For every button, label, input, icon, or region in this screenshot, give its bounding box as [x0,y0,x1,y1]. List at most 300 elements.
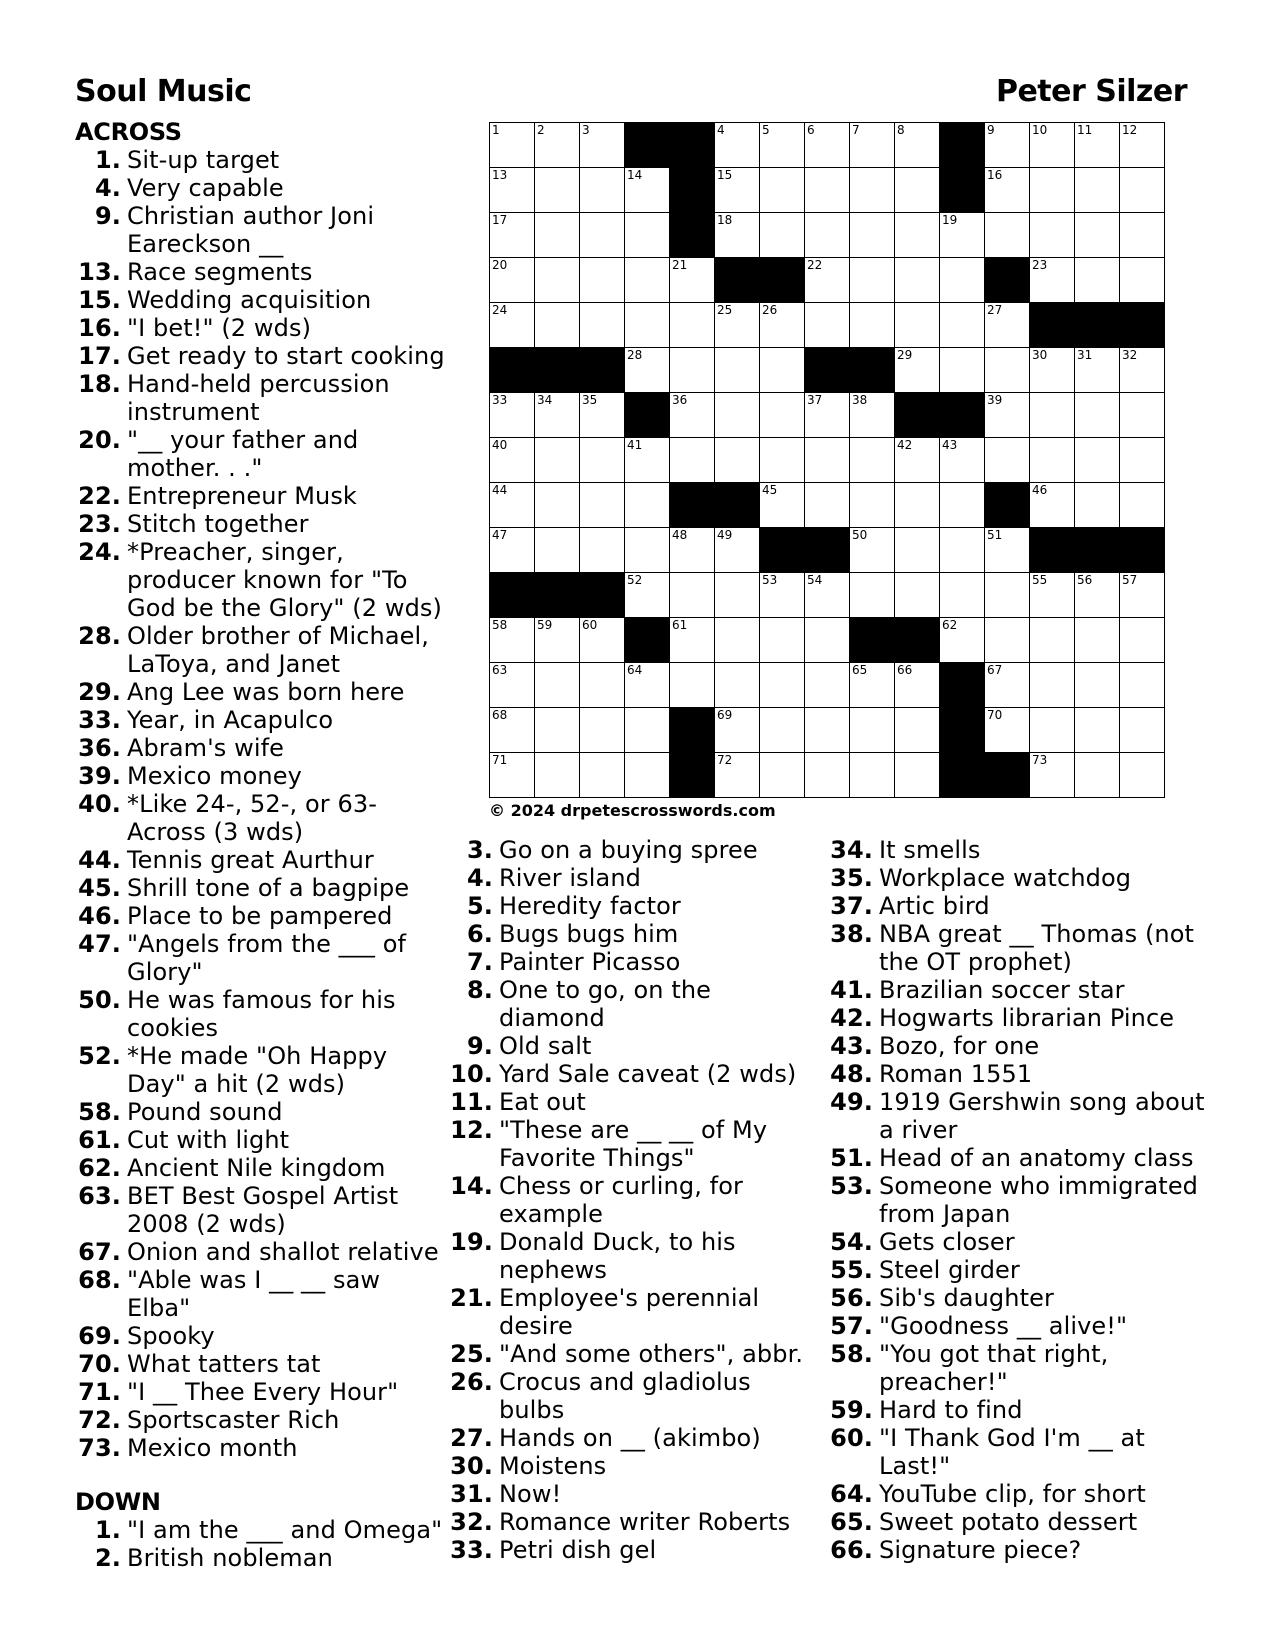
cell-number: 12 [1122,123,1138,137]
down-clue-53 [827,1172,1207,1228]
grid-cell[interactable] [759,167,804,212]
clue-number: 24. [78,538,121,566]
grid-cell[interactable] [579,482,624,527]
clue-number: 50. [78,986,121,1014]
black-square [804,347,849,392]
grid-cell[interactable] [984,392,1029,437]
grid-cell[interactable] [579,257,624,302]
clue-number: 17. [78,342,121,370]
clue-number: 37. [830,892,873,920]
grid-cell[interactable] [714,752,759,797]
grid-cell[interactable] [984,122,1029,167]
grid-cell[interactable] [534,257,579,302]
clue-number: 39. [78,762,121,790]
grid-cell[interactable] [489,482,534,527]
grid-cell[interactable] [579,167,624,212]
grid-cell[interactable] [714,392,759,437]
grid-cell[interactable] [714,572,759,617]
grid-cell[interactable] [804,167,849,212]
grid-cell[interactable] [1074,437,1119,482]
grid-cell[interactable] [1119,662,1164,707]
grid-cell[interactable] [624,527,669,572]
cell-number: 7 [852,123,860,137]
grid-cell[interactable] [714,527,759,572]
clue-text: It smells [879,836,981,864]
across-clue-39 [75,762,445,790]
grid-cell[interactable] [849,167,894,212]
cell-number: 60 [582,618,598,632]
grid-cell[interactable] [759,752,804,797]
clue-text: Now! [499,1480,562,1508]
grid-cell[interactable] [669,392,714,437]
grid-cell[interactable] [1074,572,1119,617]
clue-number: 42. [830,1004,873,1032]
grid-cell[interactable] [1119,572,1164,617]
clue-text: River island [499,864,642,892]
clue-text: Yard Sale caveat (2 wds) [499,1060,797,1088]
clue-number: 69. [78,1322,121,1350]
clue-text: Moistens [499,1452,607,1480]
grid-cell[interactable] [759,437,804,482]
grid-cell[interactable] [984,437,1029,482]
grid-cell[interactable] [849,662,894,707]
grid-cell[interactable] [849,707,894,752]
grid-cell[interactable] [624,482,669,527]
across-clue-18 [75,370,445,426]
clue-number: 9. [466,1032,493,1060]
down-heading: DOWN [75,1488,161,1516]
grid-cell[interactable] [534,527,579,572]
across-clue-72 [75,1406,445,1434]
grid-cell[interactable] [804,482,849,527]
grid-cell[interactable] [534,752,579,797]
grid-cell[interactable] [1029,572,1074,617]
grid-cell[interactable] [1029,752,1074,797]
across-clue-4 [75,174,445,202]
grid-cell[interactable] [624,662,669,707]
black-square [939,122,984,167]
grid-cell[interactable] [489,167,534,212]
grid-cell[interactable] [939,617,984,662]
grid-cell[interactable] [1119,707,1164,752]
clue-number: 72. [78,1406,121,1434]
black-square [714,482,759,527]
grid-cell[interactable] [714,707,759,752]
across-clue-40 [75,790,445,846]
grid-cell[interactable] [714,302,759,347]
grid-cell[interactable] [759,572,804,617]
grid-cell[interactable] [624,572,669,617]
cell-number: 8 [897,123,905,137]
cell-number: 39 [987,393,1003,407]
cell-number: 11 [1077,123,1093,137]
clue-text: "__ your father and mother. . ." [127,426,359,482]
grid-cell[interactable] [669,662,714,707]
down-clue-4 [447,864,815,892]
grid-cell[interactable] [894,482,939,527]
grid-cell[interactable] [804,707,849,752]
grid-cell[interactable] [1029,347,1074,392]
grid-cell[interactable] [894,752,939,797]
grid-cell[interactable] [1029,482,1074,527]
grid-cell[interactable] [849,482,894,527]
clue-number: 29. [78,678,121,706]
clue-number: 14. [450,1172,493,1200]
down-clue-48 [827,1060,1207,1088]
grid-cell[interactable] [939,257,984,302]
down-clue-1 [75,1516,445,1544]
cell-number: 22 [807,258,823,272]
grid-cell[interactable] [1119,347,1164,392]
grid-cell[interactable] [984,662,1029,707]
clue-text: Sweet potato dessert [879,1508,1138,1536]
grid-cell[interactable] [759,122,804,167]
black-square [804,527,849,572]
clue-number: 63. [78,1182,121,1210]
clue-number: 65. [830,1508,873,1536]
grid-cell[interactable] [804,662,849,707]
grid-cell[interactable] [489,392,534,437]
grid-cell[interactable] [579,707,624,752]
grid-cell[interactable] [579,617,624,662]
grid-cell[interactable] [534,212,579,257]
grid-cell[interactable] [1119,752,1164,797]
grid-cell[interactable] [1074,167,1119,212]
clue-number: 4. [94,174,121,202]
grid-cell[interactable] [669,527,714,572]
grid-cell[interactable] [1119,212,1164,257]
grid-cell[interactable] [714,122,759,167]
grid-cell[interactable] [804,572,849,617]
clue-number: 46. [78,902,121,930]
grid-cell[interactable] [849,437,894,482]
grid-cell[interactable] [894,662,939,707]
clue-number: 47. [78,930,121,958]
grid-cell[interactable] [1029,437,1074,482]
clue-text: Entrepreneur Musk [127,482,357,510]
clue-number: 56. [830,1284,873,1312]
grid-cell[interactable] [849,302,894,347]
grid-cell[interactable] [534,392,579,437]
black-square [894,617,939,662]
grid-cell[interactable] [579,212,624,257]
grid-cell[interactable] [489,437,534,482]
grid-cell[interactable] [804,617,849,662]
grid-cell[interactable] [579,122,624,167]
grid-cell[interactable] [894,122,939,167]
cell-number: 17 [492,213,508,227]
across-clue-63 [75,1182,445,1238]
clue-number: 11. [450,1088,493,1116]
cell-number: 15 [717,168,733,182]
grid-cell[interactable] [624,437,669,482]
grid-cell[interactable] [939,437,984,482]
clue-number: 8. [466,976,493,1004]
grid-cell[interactable] [849,392,894,437]
grid-cell[interactable] [579,302,624,347]
grid-cell[interactable] [534,302,579,347]
grid-cell[interactable] [579,752,624,797]
grid-cell[interactable] [579,437,624,482]
grid-cell[interactable] [1029,707,1074,752]
grid-cell[interactable] [759,482,804,527]
grid-cell[interactable] [1029,617,1074,662]
grid-cell[interactable] [1029,167,1074,212]
grid-cell[interactable] [624,257,669,302]
grid-cell[interactable] [669,617,714,662]
grid-cell[interactable] [804,257,849,302]
black-square [849,617,894,662]
grid-cell[interactable] [1029,122,1074,167]
grid-cell[interactable] [894,527,939,572]
cell-number: 14 [627,168,643,182]
black-square [1119,302,1164,347]
grid-cell[interactable] [804,392,849,437]
grid-cell[interactable] [984,212,1029,257]
down-clue-12 [447,1116,815,1172]
grid-cell[interactable] [984,617,1029,662]
grid-cell[interactable] [489,752,534,797]
cell-number: 59 [537,618,553,632]
clue-text: Donald Duck, to his nephews [499,1228,736,1284]
clue-number: 23. [78,510,121,538]
grid-cell[interactable] [669,437,714,482]
grid-cell[interactable] [534,482,579,527]
grid-cell[interactable] [669,347,714,392]
grid-cell[interactable] [1074,617,1119,662]
black-square [984,752,1029,797]
down-clue-54 [827,1228,1207,1256]
cell-number: 53 [762,573,778,587]
grid-cell[interactable] [1119,392,1164,437]
across-clue-45 [75,874,445,902]
grid-cell[interactable] [1119,167,1164,212]
grid-cell[interactable] [489,617,534,662]
clue-number: 34. [830,836,873,864]
grid-cell[interactable] [1074,707,1119,752]
grid-cell[interactable] [804,437,849,482]
grid-cell[interactable] [939,302,984,347]
clue-text: "Goodness __ alive!" [879,1312,1128,1340]
grid-cell[interactable] [894,167,939,212]
clue-number: 57. [830,1312,873,1340]
black-square [939,167,984,212]
grid-cell[interactable] [894,437,939,482]
clue-text: Cut with light [127,1126,290,1154]
grid-cell[interactable] [1119,257,1164,302]
grid-cell[interactable] [1029,212,1074,257]
grid-cell[interactable] [534,617,579,662]
grid-cell[interactable] [1074,212,1119,257]
down-clue-list-part1 [75,1516,445,1572]
cell-number: 58 [492,618,508,632]
cell-number: 25 [717,303,733,317]
grid-cell[interactable] [489,212,534,257]
grid-cell[interactable] [669,302,714,347]
grid-cell[interactable] [1119,437,1164,482]
cell-number: 47 [492,528,508,542]
grid-cell[interactable] [624,347,669,392]
grid-cell[interactable] [849,752,894,797]
grid-cell[interactable] [894,257,939,302]
down-clue-37 [827,892,1207,920]
grid-cell[interactable] [534,707,579,752]
down-clue-9 [447,1032,815,1060]
clue-text: Wedding acquisition [127,286,372,314]
grid-cell[interactable] [1074,752,1119,797]
grid-cell[interactable] [714,347,759,392]
grid-cell[interactable] [1119,122,1164,167]
grid-cell[interactable] [624,167,669,212]
grid-cell[interactable] [1029,392,1074,437]
grid-cell[interactable] [939,527,984,572]
clue-number: 51. [830,1144,873,1172]
down-clue-19 [447,1228,815,1284]
clue-text: "These are __ __ of My Favorite Things" [499,1116,768,1172]
clue-text: "I __ Thee Every Hour" [127,1378,399,1406]
down-clue-11 [447,1088,815,1116]
clue-text: BET Best Gospel Artist 2008 (2 wds) [127,1182,399,1238]
grid-cell[interactable] [759,347,804,392]
grid-cell[interactable] [714,617,759,662]
down-clue-7 [447,948,815,976]
grid-cell[interactable] [534,167,579,212]
clue-text: Hogwarts librarian Pince [879,1004,1175,1032]
grid-cell[interactable] [759,212,804,257]
across-clue-68 [75,1266,445,1322]
black-square [669,707,714,752]
grid-cell[interactable] [624,707,669,752]
grid-cell[interactable] [804,752,849,797]
grid-cell[interactable] [714,662,759,707]
grid-cell[interactable] [849,212,894,257]
grid-cell[interactable] [624,302,669,347]
grid-cell[interactable] [804,302,849,347]
grid-cell[interactable] [894,707,939,752]
clue-number: 3. [466,836,493,864]
grid-cell[interactable] [579,527,624,572]
grid-cell[interactable] [489,662,534,707]
clue-number: 66. [830,1536,873,1564]
grid-cell[interactable] [624,212,669,257]
grid-cell[interactable] [1029,662,1074,707]
grid-cell[interactable] [984,302,1029,347]
grid-cell[interactable] [714,167,759,212]
grid-cell[interactable] [1029,257,1074,302]
cell-number: 57 [1122,573,1138,587]
grid-cell[interactable] [489,257,534,302]
grid-cell[interactable] [894,572,939,617]
grid-cell[interactable] [849,257,894,302]
copyright-notice: © 2024 drpetescrosswords.com [489,801,776,820]
cell-number: 69 [717,708,733,722]
clue-number: 71. [78,1378,121,1406]
grid-cell[interactable] [1119,617,1164,662]
clue-text: Bozo, for one [879,1032,1040,1060]
grid-cell[interactable] [669,257,714,302]
grid-cell[interactable] [714,437,759,482]
grid-cell[interactable] [489,302,534,347]
clue-text: Christian author Joni Eareckson __ [127,202,375,258]
grid-cell[interactable] [1074,257,1119,302]
down-clue-31 [447,1480,815,1508]
grid-cell[interactable] [624,752,669,797]
grid-cell[interactable] [1074,122,1119,167]
cell-number: 67 [987,663,1003,677]
grid-cell[interactable] [1074,662,1119,707]
clue-number: 15. [78,286,121,314]
grid-cell[interactable] [759,662,804,707]
cell-number: 1 [492,123,500,137]
grid-cell[interactable] [984,707,1029,752]
down-clue-list-part3 [827,836,1207,1564]
grid-cell[interactable] [939,482,984,527]
grid-cell[interactable] [939,347,984,392]
grid-cell[interactable] [894,347,939,392]
clue-text: "You got that right, preacher!" [879,1340,1109,1396]
grid-cell[interactable] [1074,347,1119,392]
grid-cell[interactable] [759,707,804,752]
grid-cell[interactable] [759,302,804,347]
grid-cell[interactable] [489,122,534,167]
clue-number: 1. [94,1516,121,1544]
grid-cell[interactable] [849,122,894,167]
grid-cell[interactable] [939,212,984,257]
cell-number: 30 [1032,348,1048,362]
cell-number: 3 [582,123,590,137]
black-square [984,482,1029,527]
grid-cell[interactable] [579,662,624,707]
grid-cell[interactable] [984,347,1029,392]
cell-number: 13 [492,168,508,182]
down-clue-25 [447,1340,815,1368]
grid-cell[interactable] [804,122,849,167]
grid-cell[interactable] [984,167,1029,212]
grid-cell[interactable] [939,572,984,617]
down-clue-65 [827,1508,1207,1536]
grid-cell[interactable] [534,662,579,707]
grid-cell[interactable] [579,392,624,437]
grid-cell[interactable] [894,302,939,347]
grid-cell[interactable] [669,572,714,617]
grid-cell[interactable] [849,572,894,617]
grid-cell[interactable] [759,392,804,437]
grid-cell[interactable] [1119,482,1164,527]
grid-cell[interactable] [1074,392,1119,437]
grid-cell[interactable] [894,212,939,257]
grid-cell[interactable] [534,437,579,482]
grid-cell[interactable] [849,527,894,572]
down-clue-43 [827,1032,1207,1060]
down-clue-66 [827,1536,1207,1564]
clue-text: *Like 24-, 52-, or 63-Across (3 wds) [127,790,377,846]
grid-cell[interactable] [984,527,1029,572]
grid-cell[interactable] [759,617,804,662]
puzzle-title: Soul Music [75,74,252,109]
grid-cell[interactable] [804,212,849,257]
clue-number: 54. [830,1228,873,1256]
grid-cell[interactable] [1074,482,1119,527]
cell-number: 29 [897,348,913,362]
grid-cell[interactable] [489,527,534,572]
across-clue-23 [75,510,445,538]
across-clue-24 [75,538,445,622]
grid-cell[interactable] [489,707,534,752]
grid-cell[interactable] [714,212,759,257]
across-clue-1 [75,146,445,174]
grid-cell[interactable] [984,572,1029,617]
grid-cell[interactable] [534,122,579,167]
